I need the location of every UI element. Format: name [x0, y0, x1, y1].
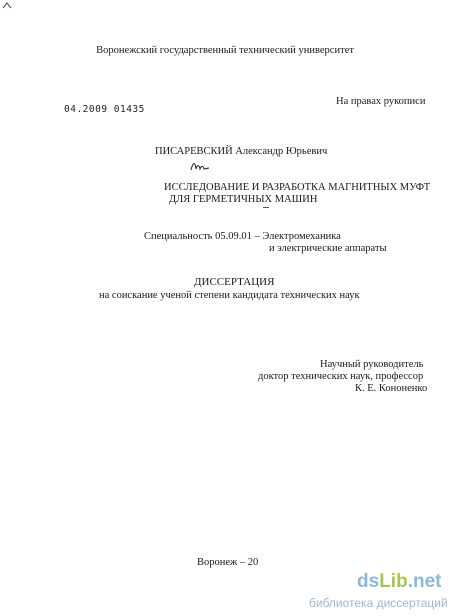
watermark-logo-ds: ds — [357, 571, 380, 592]
author-signature-icon — [189, 159, 211, 173]
rights-note: На правах рукописи — [336, 96, 426, 107]
supervisor-name: К. Е. Кононенко — [355, 383, 428, 394]
thesis-title-line-2: ДЛЯ ГЕРМЕТИЧНЫХ МАШИН — [169, 194, 318, 205]
author-name: ПИСАРЕВСКИЙ Александр Юрьевич — [155, 146, 328, 157]
archive-stamp-number: 04.2009 01435 — [64, 104, 145, 115]
watermark-logo — [357, 571, 441, 593]
specialty-line-2: и электрические аппараты — [269, 243, 387, 254]
degree-line: на соискание ученой степени кандидата технических наук — [99, 290, 360, 301]
document-type: ДИССЕРТАЦИЯ — [194, 276, 275, 288]
supervisor-label: Научный руководитель — [320, 359, 424, 370]
city-year: Воронеж – 20 — [197, 557, 259, 568]
stray-mark — [263, 207, 269, 208]
watermark-logo-lib: Lib — [379, 571, 408, 592]
corner-mark-icon — [2, 2, 12, 10]
supervisor-degree: доктор технических наук, профессор — [258, 371, 424, 382]
watermark-subtitle: библиотека диссертаций — [309, 596, 448, 610]
specialty-line-1: Специальность 05.09.01 – Электромеханика — [144, 231, 341, 242]
thesis-title-line-1: ИССЛЕДОВАНИЕ И РАЗРАБОТКА МАГНИТНЫХ МУФТ — [164, 182, 431, 193]
university-name: Воронежский государственный технический университет — [96, 45, 354, 56]
watermark-logo-net: .net — [407, 571, 442, 592]
